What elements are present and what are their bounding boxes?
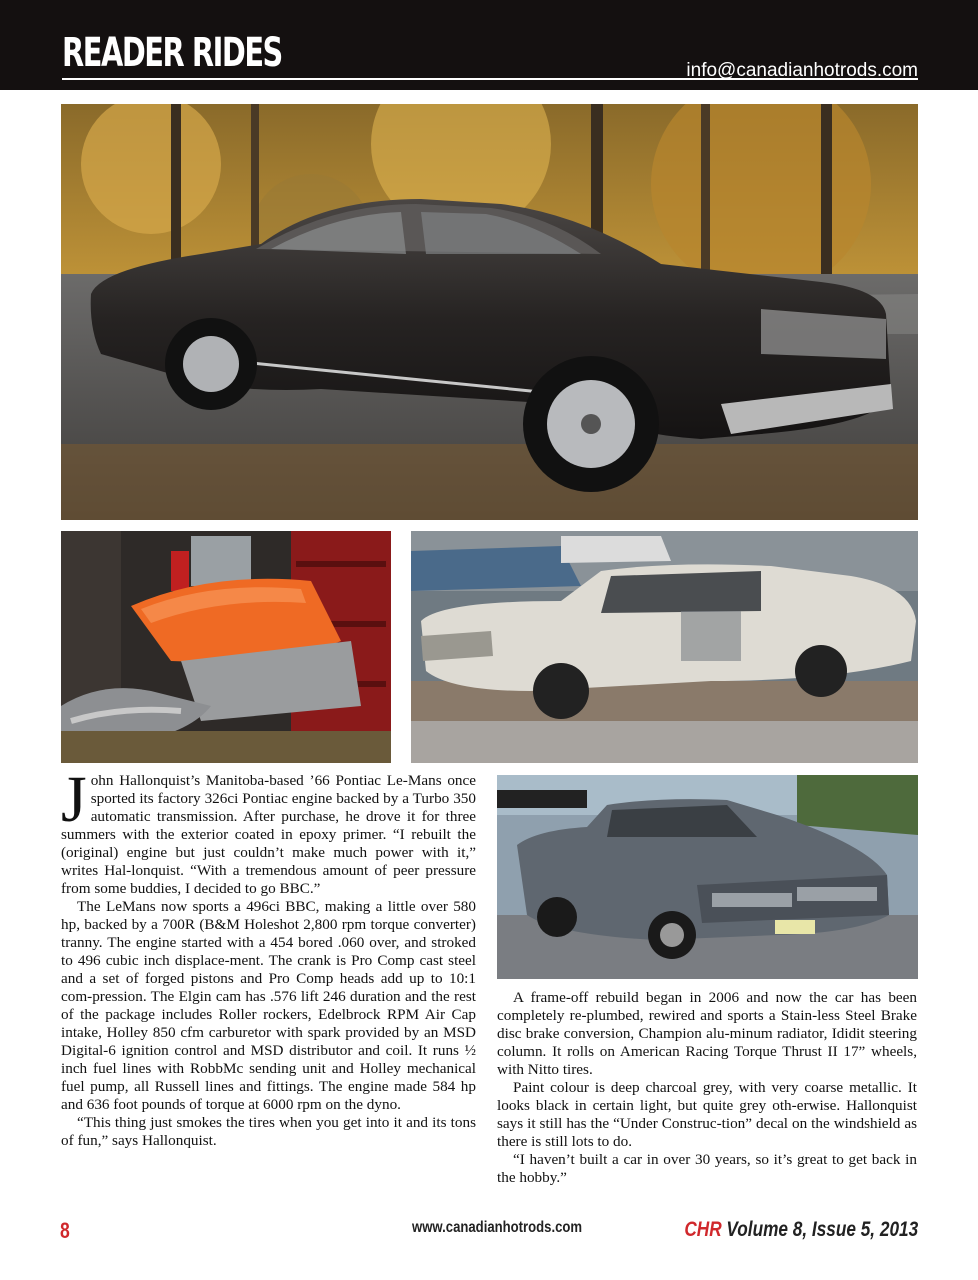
footer-issue-text: Volume 8, Issue 5, 2013 bbox=[721, 1218, 918, 1241]
engine-photo bbox=[61, 531, 391, 763]
article-paragraph-text: ohn Hallonquist’s Manitoba-based ’66 Pontiac Le-Mans once sported its factory 326ci Pontiac engine backed by a Turbo 350 automatic transmission. After purchase, he drove it for three summers with the exterior coated in epoxy primer. “I rebuilt the (original) engine but just couldn’t make much power with it,” writes Hal-lonquist. “With a tremendous amount of peer pressure from some buddies, I decided to go BBC.” bbox=[61, 772, 476, 897]
grey-car-photo-image bbox=[497, 775, 918, 979]
article-paragraph: “This thing just smokes the tires when you get into it and its tons of fun,” says Hallonquist. bbox=[61, 1114, 476, 1149]
article-right-column bbox=[497, 989, 917, 1187]
article-paragraph: The LeMans now sports a 496ci BBC, making a little over 580 hp, backed by a 700R (B&M Holeshot 2,800 rpm torque converter) tranny. The engine started with a 454 bored .060 over, and stroked to 496 cubic inch displace-ment. The crank is Pro Comp cast steel and a set of forged pistons and Pro Comp heads add up to 10:1 com-pression. The Elgin cam has .576 lift 246 duration and the rest of the package includes Roller rockers, Edelbrock RPM Air Cap intake, Holley 850 cfm carburetor with spark provided by an MSD Digital-6 ignition control and MSD distributor and coil. It runs ½ inch fuel lines with RobbMc sending unit and Holley mechanical fuel pump, all Russell lines and fittings. The engine made 584 hp and 636 foot pounds of torque at 6000 rpm on the dyno. bbox=[61, 898, 476, 1113]
article-paragraph: A frame-off rebuild began in 2006 and now the car has been completely re-plumbed, rewired and sports a Stain-less Steel Brake disc brake conversion, Champion alu-minum radiator, Ididit steering column. It rolls on American Racing Torque Thrust II 17” wheels, with Nitto tires. bbox=[497, 989, 917, 1078]
article-paragraph: “I haven’t built a car in over 30 years, so it’s great to get back in the hobby.” bbox=[497, 1151, 917, 1186]
main-photo bbox=[61, 104, 918, 520]
article-paragraph bbox=[61, 763, 476, 898]
footer-brand: CHR bbox=[684, 1218, 722, 1241]
grey-car-photo bbox=[497, 775, 918, 979]
page-number: 8 bbox=[60, 1218, 70, 1243]
main-photo-image bbox=[61, 104, 918, 520]
header-email[interactable]: info@canadianhotrods.com bbox=[686, 60, 918, 81]
section-title: READER RIDES bbox=[62, 30, 282, 76]
article-paragraph: Paint colour is deep charcoal grey, with very coarse metallic. It looks black in certain light, but quite grey oth-erwise. Hallonquist says it still has the “Under Construc-tion” decal on the windshield as there is still lots to do. bbox=[497, 1079, 917, 1150]
primer-photo bbox=[411, 531, 918, 763]
article-left-column bbox=[61, 763, 476, 1150]
engine-photo-image bbox=[61, 531, 391, 763]
footer-issue bbox=[684, 1218, 918, 1242]
page-header bbox=[0, 0, 978, 90]
drop-cap: J bbox=[61, 763, 87, 836]
primer-photo-image bbox=[411, 531, 918, 763]
footer-website[interactable]: www.canadianhotrods.com bbox=[412, 1219, 583, 1236]
